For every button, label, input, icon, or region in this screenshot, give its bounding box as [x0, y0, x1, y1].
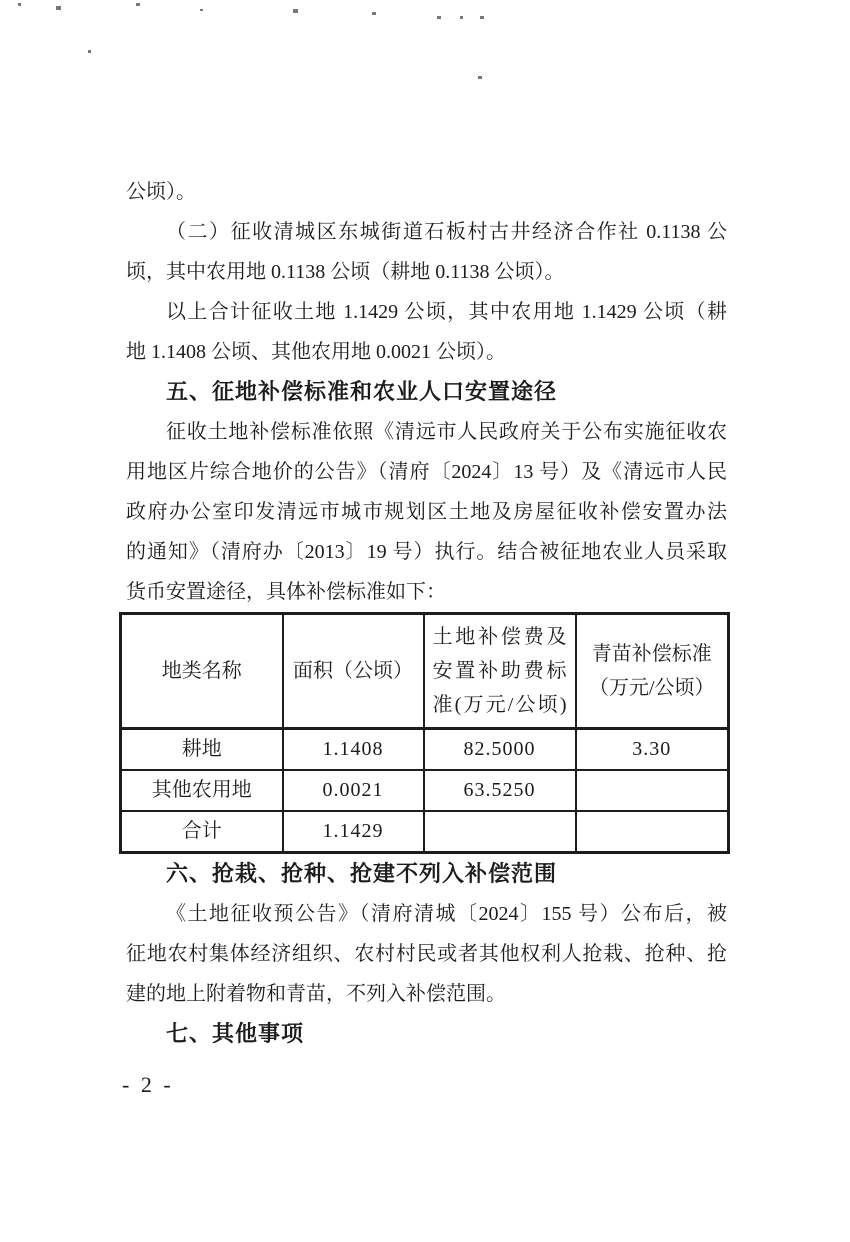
scan-artifact-speck [480, 16, 484, 19]
table-header-area: 面积（公顷） [283, 614, 424, 729]
table-cell-compensation-rate [424, 811, 576, 853]
table-header-land-type: 地类名称 [121, 614, 283, 729]
paragraph-carryover-line: 公顷）。 [126, 181, 196, 203]
table-header-seedling-rate: 青苗补偿标准 （万元/公顷） [576, 614, 729, 729]
scan-artifact-speck [56, 6, 61, 10]
paragraph-item2-line2: 顷，其中农用地 0.1138 公顷（耕地 0.1138 公顷）。 [126, 261, 565, 283]
scan-artifact-speck [437, 16, 441, 19]
scan-artifact-speck [478, 76, 482, 79]
paragraph-total-line2: 地 1.1408 公顷、其他农用地 0.0021 公顷）。 [126, 341, 506, 363]
table-row-other-agricultural-land [121, 770, 729, 811]
table-cell-area: 0.0021 [283, 770, 424, 811]
compensation-table [119, 612, 730, 854]
table-cell-land-type: 合计 [121, 811, 283, 853]
page-number: - 2 - [122, 1072, 174, 1097]
table-row-total [121, 811, 729, 853]
table-cell-compensation-rate: 63.5250 [424, 770, 576, 811]
table-row-cultivated-land [121, 729, 729, 771]
table-cell-area: 1.1429 [283, 811, 424, 853]
paragraph-total-line1: 以上合计征收土地 1.1429 公顷，其中农用地 1.1429 公顷（耕 [166, 301, 727, 323]
section-7-heading: 七、其他事项 [166, 1021, 305, 1046]
section-6-body-line3: 建的地上附着物和青苗，不列入补偿范围。 [126, 983, 506, 1005]
scan-artifact-speck [372, 12, 376, 15]
section-5-heading: 五、征地补偿标准和农业人口安置途径 [166, 379, 558, 404]
section-6-heading: 六、抢栽、抢种、抢建不列入补偿范围 [166, 861, 558, 886]
section-5-body-line1: 征收土地补偿标准依照《清远市人民政府关于公布实施征收农 [166, 421, 727, 443]
table-cell-seedling-rate [576, 770, 729, 811]
scan-artifact-speck [18, 3, 21, 6]
section-6-body-line1: 《土地征收预公告》（清府清城〔2024〕155 号）公布后，被 [166, 903, 727, 925]
table-cell-seedling-rate [576, 811, 729, 853]
section-5-body-line2: 用地区片综合地价的公告》（清府〔2024〕13 号）及《清远市人民 [126, 461, 727, 483]
scan-artifact-speck [200, 9, 203, 11]
scan-artifact-speck [136, 3, 140, 6]
document-content [126, 172, 727, 1054]
table-cell-land-type: 其他农用地 [121, 770, 283, 811]
paragraph-item2-line1: （二）征收清城区东城街道石板村古井经济合作社 0.1138 公 [166, 221, 727, 243]
scan-artifact-speck [88, 50, 91, 53]
table-cell-area: 1.1408 [283, 729, 424, 771]
scan-artifact-speck [460, 16, 463, 19]
section-5-body-line3: 政府办公室印发清远市城市规划区土地及房屋征收补偿安置办法 [126, 501, 727, 523]
table-cell-land-type: 耕地 [121, 729, 283, 771]
section-6-body-line2: 征地农村集体经济组织、农村村民或者其他权利人抢栽、抢种、抢 [126, 943, 727, 965]
table-cell-compensation-rate: 82.5000 [424, 729, 576, 771]
table-header-row [121, 614, 729, 729]
section-5-body-line5: 货币安置途径，具体补偿标准如下： [126, 581, 446, 603]
scan-artifact-speck [293, 9, 298, 13]
table-cell-seedling-rate: 3.30 [576, 729, 729, 771]
section-5-body-line4: 的通知》（清府办〔2013〕19 号）执行。结合被征地农业人员采取 [126, 541, 727, 563]
table-header-compensation-rate: 土地补偿费及 安置补助费标 准(万元/公顷) [424, 614, 576, 729]
